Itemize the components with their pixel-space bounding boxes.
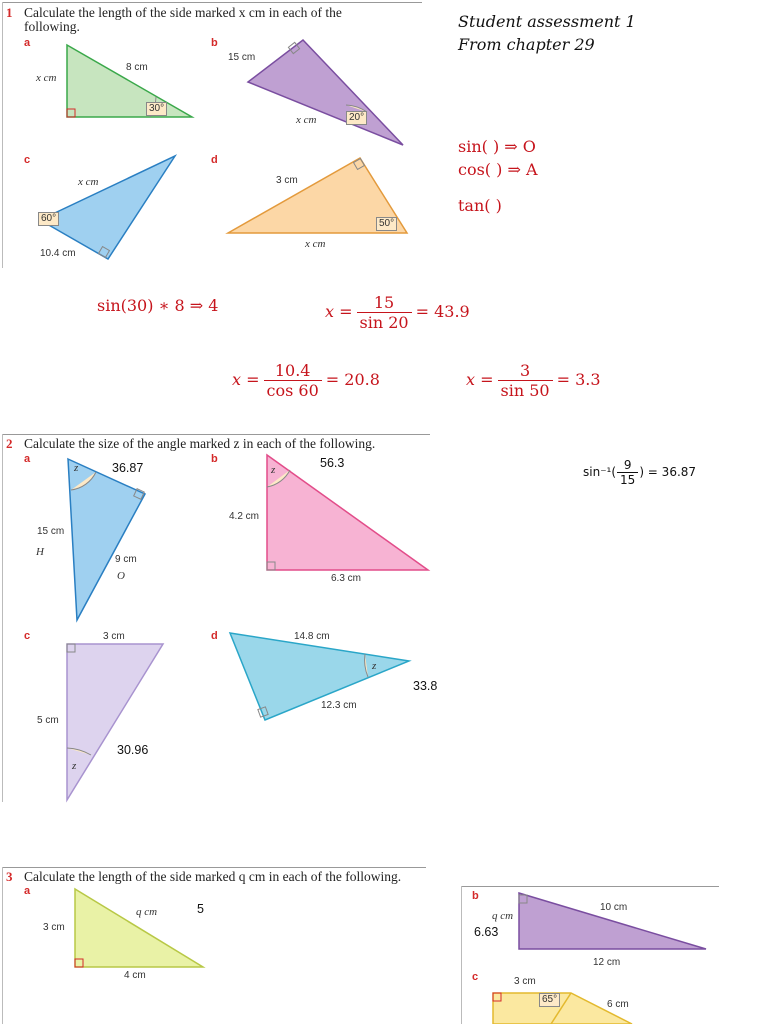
q1d-working-num: 3	[498, 361, 553, 381]
q2d-answer: 33.8	[413, 679, 438, 693]
q1a-x-label: x cm	[36, 72, 57, 84]
q2-rule	[2, 434, 430, 435]
q3a-q-label: q cm	[136, 906, 158, 918]
q2a-working-fraction	[617, 458, 638, 487]
q1-instruction-line2: following.	[24, 19, 80, 34]
q3c-side2-label: 6 cm	[607, 999, 629, 1010]
q2d-side2-label: 12.3 cm	[321, 700, 357, 711]
q2a-working-num: 9	[617, 458, 638, 473]
q2-instruction: Calculate the size of the angle marked z in each of the following.	[24, 436, 376, 451]
q1c-working-lhs: x =	[232, 370, 260, 389]
q2b-answer: 56.3	[320, 456, 345, 470]
q2c-side1-label: 3 cm	[103, 631, 125, 642]
triangle-q2d	[230, 633, 409, 720]
q1c-working-rhs: = 20.8	[325, 370, 380, 389]
q2-number: 2	[6, 436, 13, 451]
q3-left-rule	[2, 867, 3, 1024]
q3b-rule	[461, 886, 719, 887]
q2b-side2-label: 6.3 cm	[331, 573, 362, 584]
q3c-angle-label: 65°	[539, 993, 560, 1007]
q2a-working-prefix: sin⁻¹(	[583, 465, 617, 479]
q2a-o-mark: O	[117, 570, 125, 582]
q2a-answer: 36.87	[112, 461, 144, 475]
q3a-side1-label: 3 cm	[43, 922, 65, 933]
q1b-working-rhs: = 43.9	[415, 302, 470, 321]
q3b-side2-label: 12 cm	[593, 957, 621, 968]
triangle-q2a	[68, 459, 145, 620]
q3b-q-label: q cm	[492, 910, 514, 922]
triangle-q3a	[75, 889, 203, 967]
q3c-letter: c	[472, 971, 479, 983]
q1c-working	[232, 361, 380, 400]
q2-left-rule	[2, 434, 3, 802]
q3b-letter: b	[472, 890, 479, 902]
q1-instruction-line1: Calculate the length of the side marked x cm in each of the	[24, 5, 342, 20]
q1b-working-lhs: x =	[325, 302, 353, 321]
q2c-letter: c	[24, 630, 31, 642]
q1c-working-num: 10.4	[264, 361, 322, 381]
q1d-letter: d	[211, 154, 218, 166]
q2d-letter: d	[211, 630, 218, 642]
q3a-side2-label: 4 cm	[124, 970, 146, 981]
q2b-side1-label: 4.2 cm	[229, 511, 260, 522]
q1-left-rule	[2, 2, 3, 268]
q2a-working-den: 15	[620, 473, 636, 487]
q1a-angle-label: 30°	[146, 102, 167, 116]
q1b-working-fraction	[357, 293, 412, 332]
q2a-working-suffix: ) = 36.87	[639, 465, 697, 479]
notes-tan-rule: tan( )	[458, 196, 502, 215]
q1a-hyp-label: 8 cm	[126, 62, 148, 73]
q1c-working-den: cos 60	[266, 381, 319, 400]
q3a-answer: 5	[197, 902, 204, 916]
q3-instruction: Calculate the length of the side marked q cm in each of the following.	[24, 869, 402, 884]
q2c-answer: 30.96	[117, 743, 149, 757]
q2a-side1-label: 15 cm	[37, 526, 65, 537]
q2c-z-label: z	[72, 760, 77, 772]
q2a-h-mark: H	[36, 546, 44, 558]
q1d-working-den: sin 50	[500, 381, 550, 400]
q3c-side1-label: 3 cm	[514, 976, 536, 987]
q1b-working-num: 15	[357, 293, 412, 313]
q1d-working-lhs: x =	[466, 370, 494, 389]
q2d-z-label: z	[372, 660, 377, 672]
q1c-angle-label: 60°	[38, 212, 59, 226]
q2d-side1-label: 14.8 cm	[294, 631, 330, 642]
q1d-x-label: x cm	[305, 238, 326, 250]
q1c-working-fraction	[264, 361, 322, 400]
q1c-letter: c	[24, 154, 31, 166]
q1d-angle-label: 50°	[376, 217, 397, 231]
q3-rule	[2, 867, 426, 868]
triangle-q1b	[248, 40, 403, 145]
q1c-side-label: 10.4 cm	[40, 248, 76, 259]
q1d-working-fraction	[498, 361, 553, 400]
q3b-left-rule	[461, 886, 462, 1024]
q2b-letter: b	[211, 453, 218, 465]
q3-number: 3	[6, 869, 13, 884]
triangle-q1c	[40, 156, 175, 259]
q2a-working	[583, 458, 696, 487]
q1c-x-label: x cm	[78, 176, 99, 188]
q2a-side2-label: 9 cm	[115, 554, 137, 565]
notes-cos-rule: cos( ) ⇒ A	[458, 160, 538, 179]
triangle-q2b	[267, 455, 428, 570]
q1a-letter: a	[24, 37, 31, 49]
notes-title-line2: From chapter 29	[458, 35, 595, 54]
q2a-z-label: z	[74, 462, 79, 474]
q1d-working-rhs: = 3.3	[556, 370, 601, 389]
notes-title-line1: Student assessment 1	[458, 12, 636, 31]
q1b-angle-label: 20°	[346, 111, 367, 125]
notes-sin-rule: sin( ) ⇒ O	[458, 137, 536, 156]
q1-number: 1	[6, 5, 13, 20]
q1b-side-label: 15 cm	[228, 52, 256, 63]
q1b-letter: b	[211, 37, 218, 49]
q3b-answer: 6.63	[474, 925, 499, 939]
q1d-working	[466, 361, 601, 400]
q1b-x-label: x cm	[296, 114, 317, 126]
q2c-side2-label: 5 cm	[37, 715, 59, 726]
q3a-letter: a	[24, 885, 31, 897]
triangle-q1a	[67, 45, 192, 117]
triangle-q2c	[67, 644, 163, 800]
q1-rule	[2, 2, 422, 3]
q1b-working-den: sin 20	[359, 313, 409, 332]
q2a-letter: a	[24, 453, 31, 465]
q1d-side-label: 3 cm	[276, 175, 298, 186]
q1a-working: sin(30) ∗ 8 ⇒ 4	[97, 296, 219, 315]
q2b-z-label: z	[271, 464, 276, 476]
q3b-side1-label: 10 cm	[600, 902, 628, 913]
q1b-working	[325, 293, 470, 332]
